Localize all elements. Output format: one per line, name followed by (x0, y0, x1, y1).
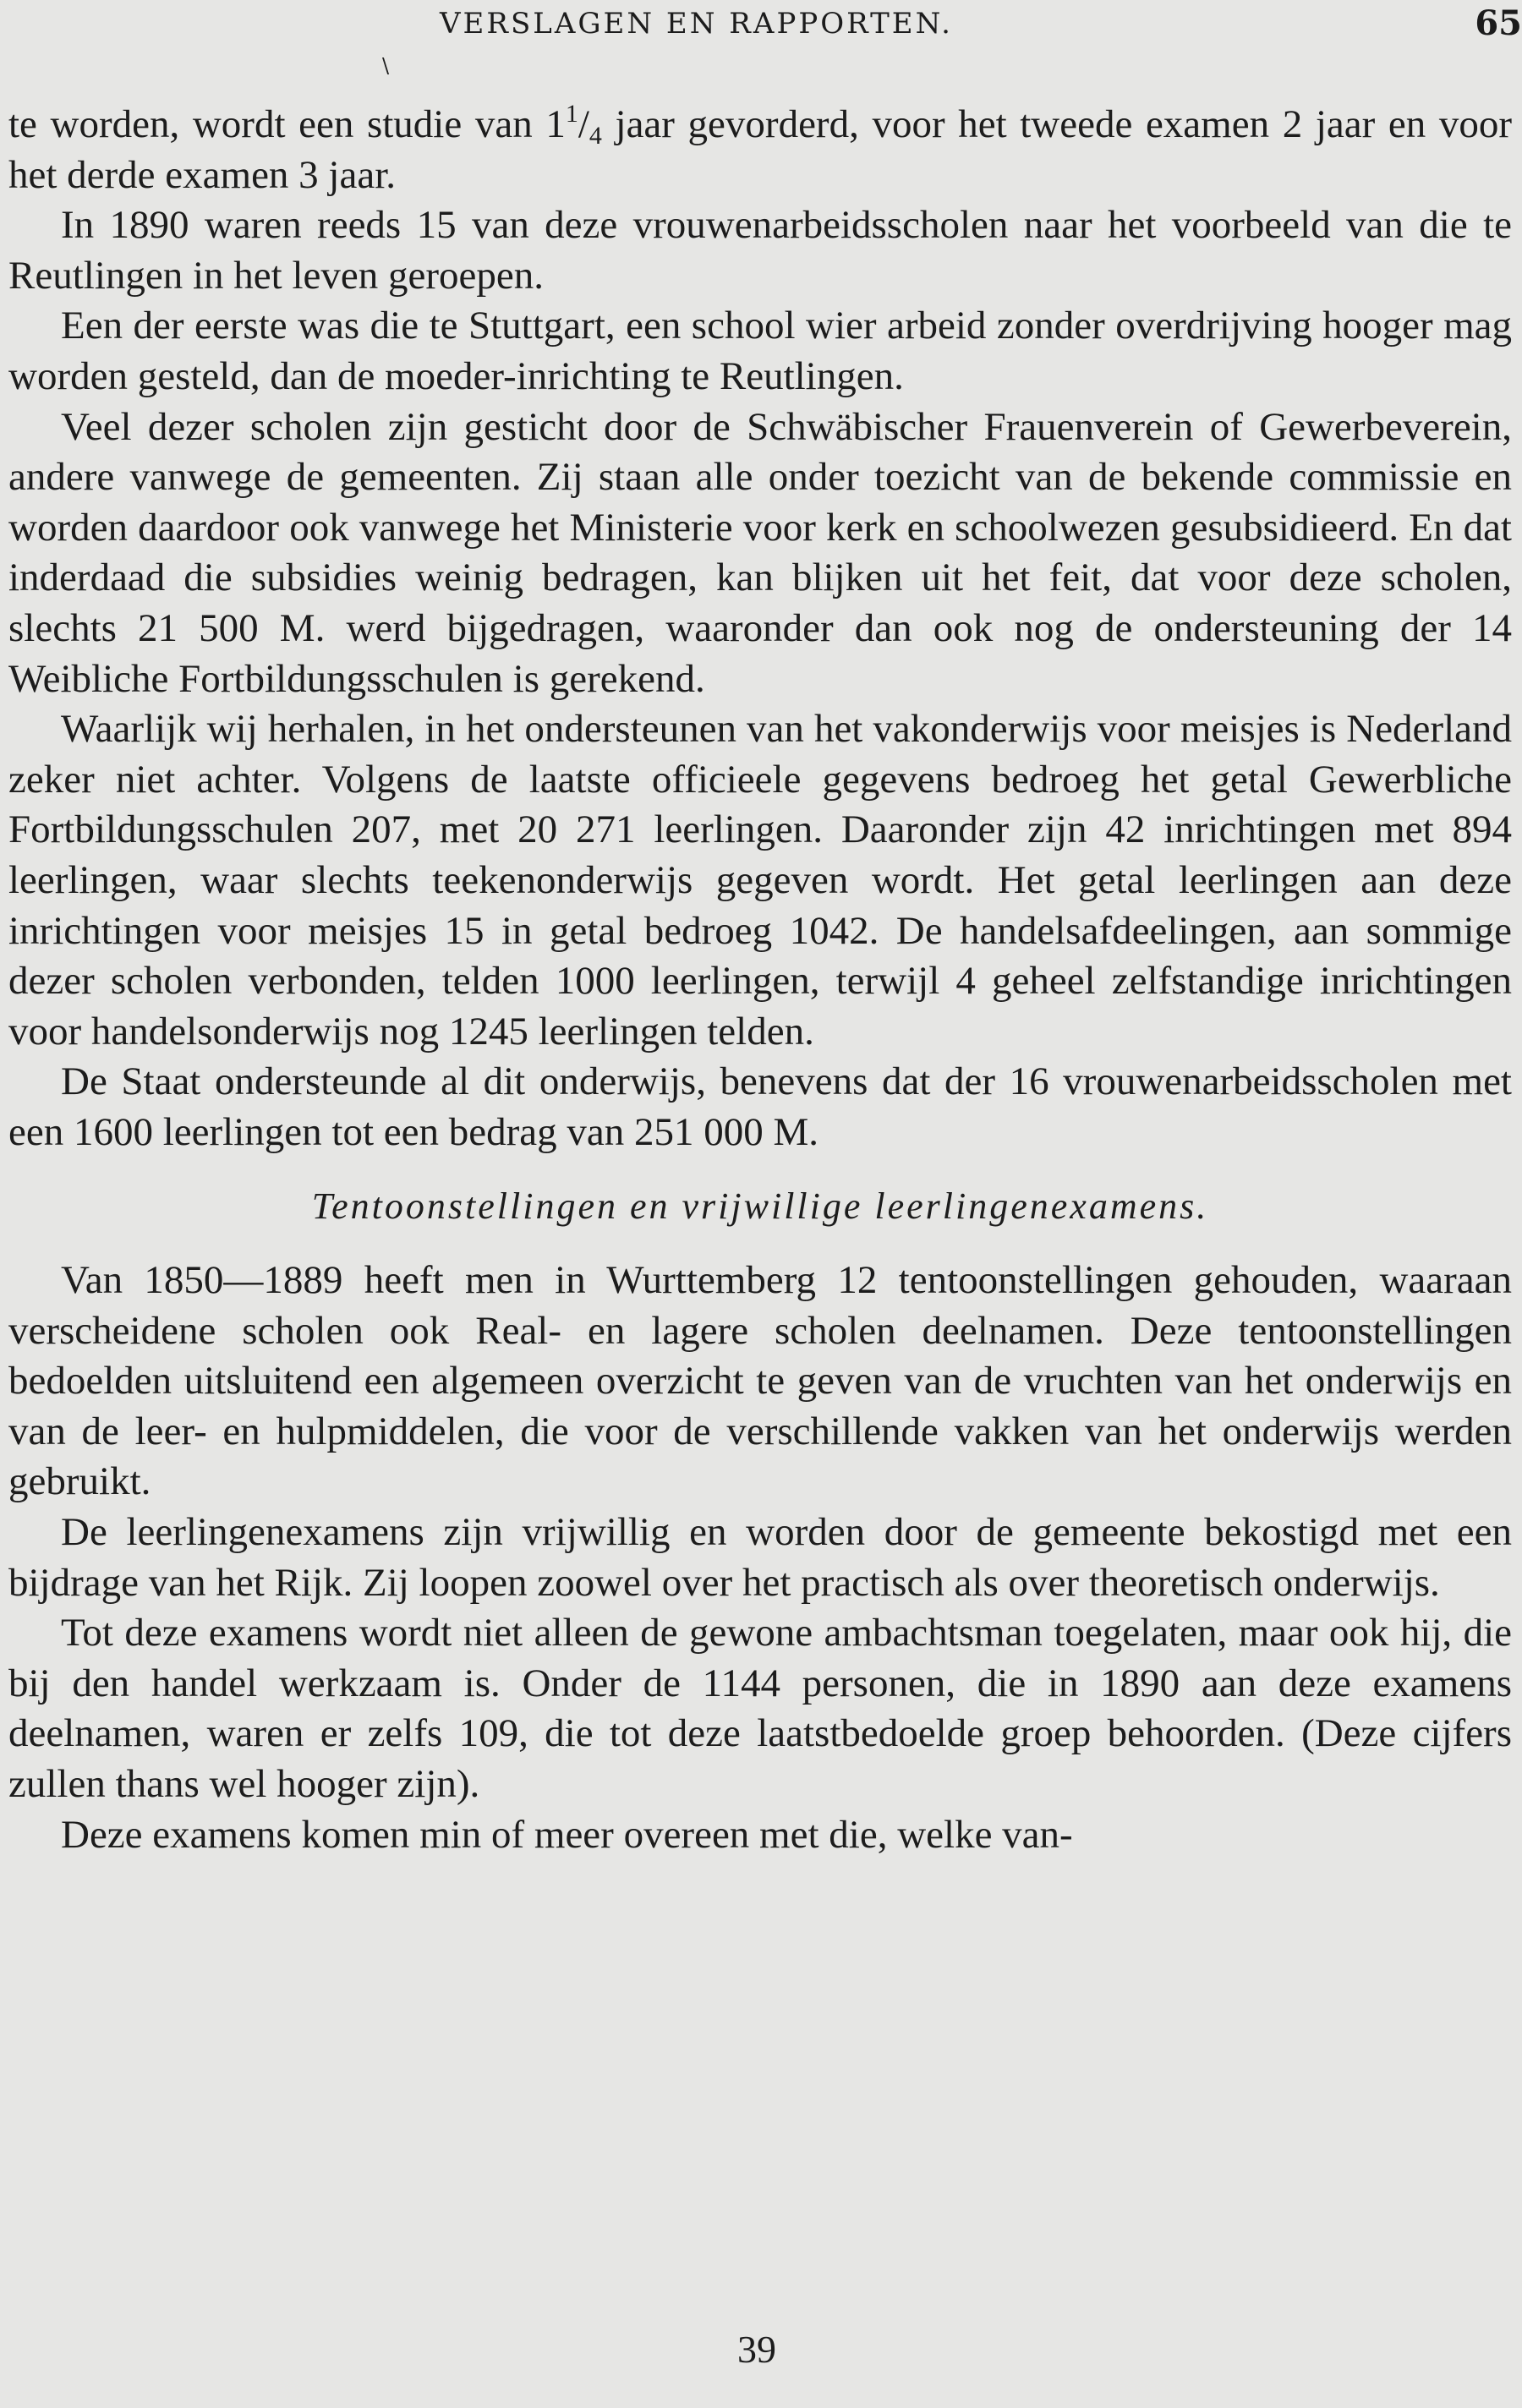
paragraph: De leerlingenexamens zijn vrijwillig en worden door de gemeente bekostigd met een bijdrage van het Rijk. Zij loopen zoowel over het practisch als over theoretisch onderwijs. (8, 1510, 1512, 1605)
page-number: 65 (1475, 3, 1522, 43)
running-title: VERSLAGEN EN RAPPORTEN. (440, 7, 953, 41)
body-text (8, 100, 1512, 1860)
paragraph: Tot deze examens wordt niet alleen de gewone ambachtsman toegelaten, maar ook hij, die bij den handel werkzaam is. Onder de 1144 personen, die in 1890 aan deze examens deelnamen, waren er zelfs 109, die tot deze laatstbedoelde groep behoorden. (Deze cijfers zullen thans wel hooger zijn). (8, 1611, 1512, 1806)
paragraph: In 1890 waren reeds 15 van deze vrouwenarbeidsscholen naar het voorbeeld van die te Reutlingen in het leven geroepen. (8, 203, 1512, 298)
paragraph: Waarlijk wij herhalen, in het ondersteunen van het vakonderwijs voor meisjes is Nederland zeker niet achter. Volgens de laatste officieele gegevens bedroeg het getal Gewerbliche Fortbildungsschulen 207, met 20 271 leerlingen. Daaronder zijn 42 inrichtingen met 894 leerlingen, waar slechts teekenonderwijs gegeven wordt. Het getal leerlingen aan deze inrichtingen voor meisjes 15 in getal bedroeg 1042. De handelsafdeelingen, aan sommige dezer scholen verbonden, telden 1000 leerlingen, terwijl 4 geheel zelfstandige inrichtingen voor handelsonderwijs nog 1245 leerlingen telden. (8, 707, 1512, 1054)
paragraph-text: jaar gevorderd, voor het tweede examen 2 jaar en voor het derde examen 3 jaar. (8, 102, 1512, 197)
paragraph: Een der eerste was die te Stuttgart, een school wier arbeid zonder overdrijving hooger mag worden gesteld, dan de moeder-inrichting te Reutlingen. (8, 304, 1512, 398)
paragraph: De Staat ondersteunde al dit onderwijs, benevens dat der 16 vrouwenarbeidsscholen met een 1600 leerlingen tot een bedrag van 251 000 M. (8, 1059, 1512, 1154)
stray-mark: \ (382, 54, 390, 78)
paragraph-continuation (8, 100, 1512, 200)
section-heading: Tentoonstellingen en vrijwillige leerlingenexamens. (311, 1185, 1209, 1228)
fraction-denominator: 4 (589, 122, 602, 150)
fraction-numerator: 1 (565, 100, 578, 128)
sheet-number: 39 (737, 2328, 776, 2371)
paragraph: Van 1850—1889 heeft men in Wurttemberg 12 tentoonstellingen gehouden, waaraan verscheidene scholen ook Real- en lagere scholen deelnamen. Deze tentoonstellingen bedoelden uitsluitend een algemeen overzicht te geven van de vruchten van het onderwijs en van de leer- en hulpmiddelen, die voor de verschillende vakken van het onderwijs werden gebruikt. (8, 1258, 1512, 1504)
fraction-slash: / (578, 102, 589, 146)
paragraph-text: te worden, wordt een studie van 1 (8, 102, 566, 146)
paragraph: Deze examens komen min of meer overeen met die, welke van- (61, 1812, 1073, 1857)
running-head (0, 3, 1522, 57)
paragraph: Veel dezer scholen zijn gesticht door de Schwäbischer Frauenverein of Gewerbeverein, andere vanwege de gemeenten. Zij staan alle onder toezicht van de bekende commissie en worden daardoor ook vanwege het Ministerie voor kerk en schoolwezen gesubsidieerd. En dat inderdaad die subsidies weinig bedragen, kan blijken uit het feit, dat voor deze scholen, slechts 21 500 M. werd bijgedragen, waaronder dan ook nog de ondersteuning der 14 Weibliche Fortbildungsschulen is gerekend. (8, 404, 1512, 701)
